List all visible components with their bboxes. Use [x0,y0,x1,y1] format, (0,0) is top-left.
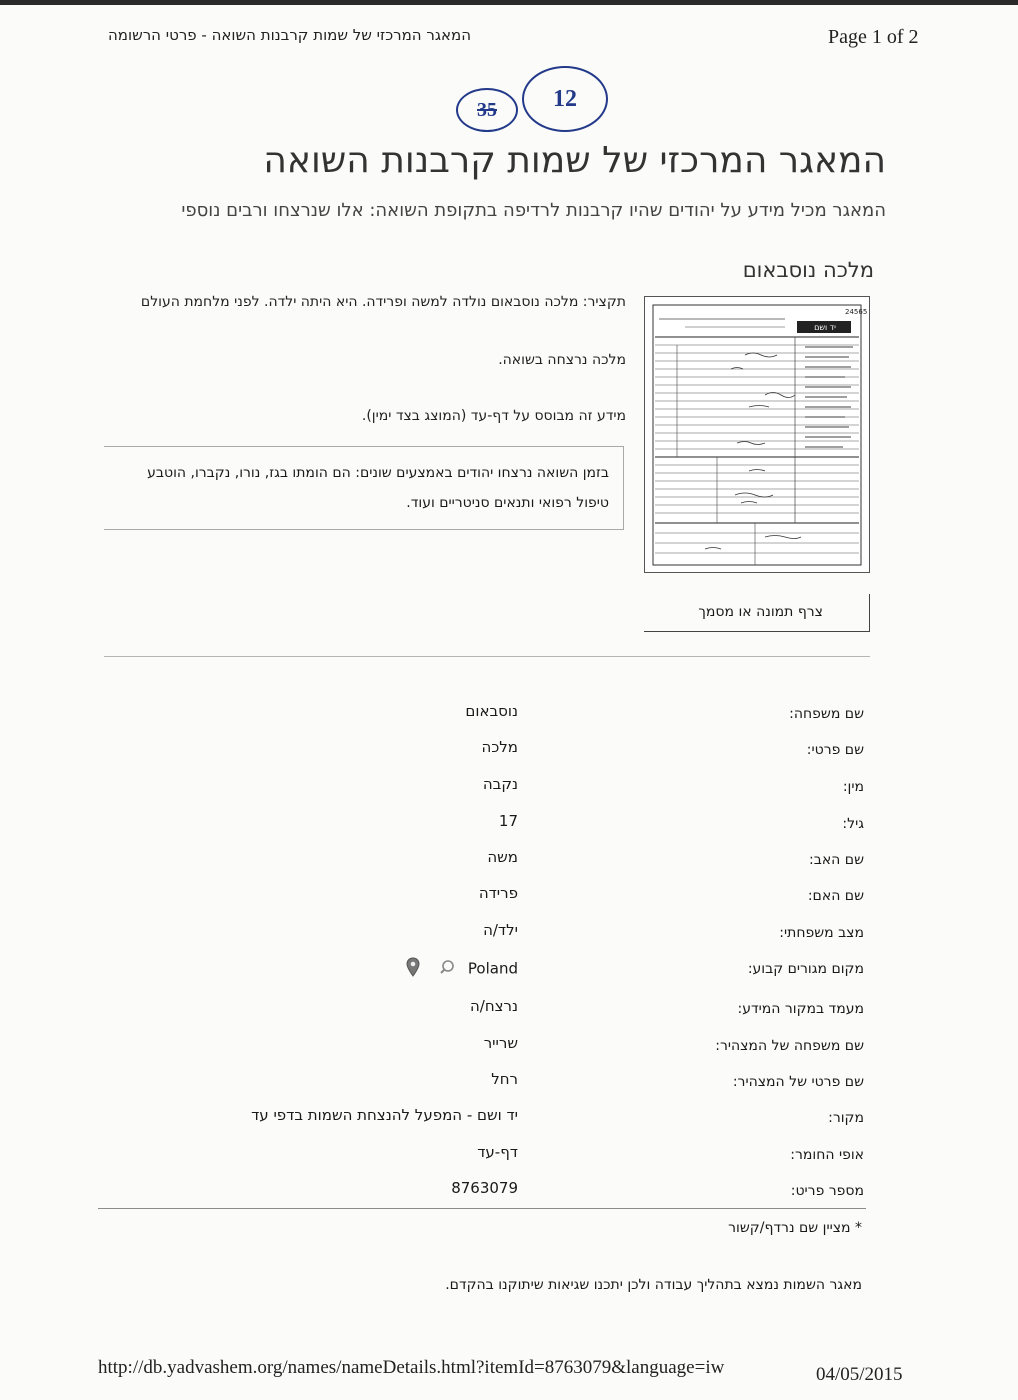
page-number: Page 1 of 2 [828,26,919,48]
field-label: שם האב: [809,852,864,868]
field-label: מקום מגורים קבוע: [747,961,864,977]
person-name-heading: מלכה נוסבאום [742,258,874,282]
field-label: שם משפחה: [789,706,864,722]
field-row-status-in-source [100,997,864,1031]
field-row-first-name [100,738,864,772]
summary-line: מלכה נרצחה בשואה. [498,352,626,368]
page-url: http://db.yadvashem.org/names/nameDetails.html?itemId=8763079&language=iw [98,1357,725,1378]
note-box [104,446,624,530]
note-line: טיפול רפואי ותנאים סניטריים ועוד. [406,495,609,511]
attach-photo-or-document-button[interactable] [644,594,870,632]
summary-line: תקציר: מלכה נוסבאום נולדה למשה ופרידה. היא היתה ילדה. לפני מלחמת העולם [140,294,626,310]
field-label: מקור: [828,1110,864,1126]
print-date: 04/05/2015 [816,1364,903,1385]
field-row-marital-status [100,921,864,955]
field-row-age [100,812,864,846]
field-row-permanent-residence [100,961,864,991]
field-value: משה [487,848,518,866]
field-value-place [406,957,518,981]
field-value: נוסבאום [465,702,518,720]
handwritten-stamp-12 [522,66,608,132]
field-label: שם פרטי של המצהיר: [732,1074,864,1090]
field-label: מספר פריט: [790,1183,864,1199]
field-label: אופי החומר: [790,1147,864,1163]
field-label: גיל: [842,816,864,832]
field-value: יד ושם - המפעל להנצחת השמות בדפי עד [251,1106,518,1124]
field-value: 17 [498,812,518,830]
field-row-gender [100,775,864,809]
stamp-text: 35 [477,98,497,121]
field-label: מין: [842,779,864,795]
field-value: ילד/ה [483,921,518,939]
field-value: דף-עד [477,1143,518,1161]
note-line: בזמן השואה נרצחו יהודים באמצעים שונים: הם הומתו בגז, נורו, נקברו, הוטבע [147,465,609,481]
scan-edge [0,0,1018,5]
search-icon[interactable] [439,959,455,979]
field-value: נקבה [482,775,518,793]
field-row-father-name [100,848,864,882]
disclaimer: מאגר השמות נמצא בתהליך עבודה ולכן יתכנו שגיאות שיתוקנו בהקדם. [445,1277,862,1293]
residence-value[interactable]: Poland [467,959,518,978]
field-value: פרידה [478,884,518,902]
field-value: שרייר [483,1034,518,1052]
field-label: שם פרטי: [806,742,864,758]
footnote: * מציין שם נרדף/קשור [728,1220,862,1236]
field-row-material-type [100,1143,864,1177]
doc-org-logo: יד ושם [814,323,836,332]
field-value: 8763079 [451,1179,518,1197]
field-label: מעמד במקור המידע: [737,1001,864,1017]
print-header-title: המאגר המרכזי של שמות קרבנות השואה - פרטי הרשומה [108,26,472,44]
handwritten-stamp-35 [456,88,518,132]
field-row-submitter-last-name [100,1034,864,1068]
divider [104,656,870,657]
field-row-mother-name [100,884,864,918]
page-title: המאגר המרכזי של שמות קרבנות השואה [263,140,886,181]
field-label: שם האם: [807,888,864,904]
divider [98,1208,866,1209]
field-row-last-name [100,702,864,736]
doc-number: 24565 [845,308,868,316]
stamp-text: 12 [553,85,577,112]
field-label: שם משפחה של המצהיר: [715,1038,864,1054]
summary-source-line: מידע זה מבוסס על דף-עד (המוצג בצד ימין). [361,408,626,424]
field-row-source [100,1106,864,1140]
field-row-submitter-first-name [100,1070,864,1104]
field-value: נרצח/ה [469,997,518,1015]
testimony-page-thumbnail[interactable] [644,296,870,573]
attach-button-label: צרף תמונה או מסמך [698,604,823,620]
map-pin-icon[interactable] [406,957,420,981]
field-label: מצב משפחתי: [779,925,864,941]
field-value: מלכה [481,738,518,756]
field-value: רחל [491,1070,518,1088]
page-subtitle: המאגר מכיל מידע על יהודים שהיו קרבנות לרדיפה בתקופת השואה: אלו שנרצחו ורבים נוספי [181,200,886,221]
document-image [645,297,869,572]
